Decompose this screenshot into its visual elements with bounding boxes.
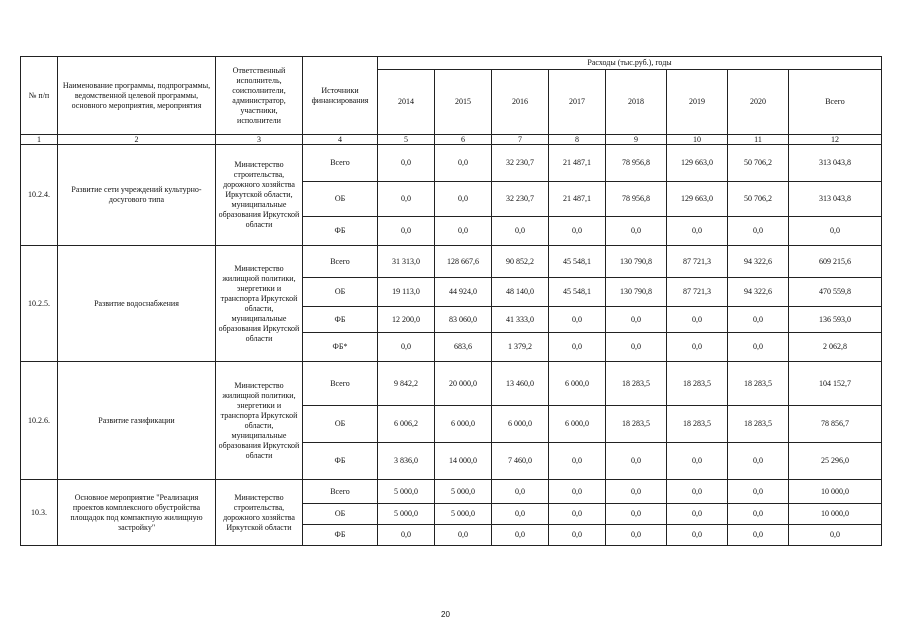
row-value: 18 283,5	[606, 406, 667, 443]
row-total: 313 043,8	[789, 145, 882, 182]
row-value: 0,0	[667, 217, 728, 246]
row-id: 10.2.6.	[21, 362, 58, 480]
row-value: 87 721,3	[667, 246, 728, 278]
row-value: 0,0	[378, 182, 435, 217]
row-value: 7 460,0	[492, 443, 549, 480]
row-total: 78 856,7	[789, 406, 882, 443]
row-value: 0,0	[378, 333, 435, 362]
row-value: 0,0	[667, 525, 728, 546]
row-value: 0,0	[667, 333, 728, 362]
row-value: 5 000,0	[435, 504, 492, 525]
row-value: 0,0	[667, 307, 728, 333]
column-number: 10	[667, 135, 728, 145]
row-value: 0,0	[549, 504, 606, 525]
row-value: 6 000,0	[492, 406, 549, 443]
row-value: 87 721,3	[667, 278, 728, 307]
column-number: 1	[21, 135, 58, 145]
row-value: 0,0	[549, 307, 606, 333]
row-value: 0,0	[435, 217, 492, 246]
row-value: 20 000,0	[435, 362, 492, 406]
row-value: 0,0	[728, 525, 789, 546]
row-executor: Министерство строительства, дорожного хозяйства Иркутской области, муниципальные образования Иркутской области	[216, 145, 303, 246]
row-value: 0,0	[728, 443, 789, 480]
row-name: Развитие водоснабжения	[58, 246, 216, 362]
column-number: 5	[378, 135, 435, 145]
row-source: ОБ	[303, 406, 378, 443]
row-value: 6 006,2	[378, 406, 435, 443]
row-value: 6 000,0	[549, 362, 606, 406]
row-value: 0,0	[549, 443, 606, 480]
row-value: 83 060,0	[435, 307, 492, 333]
row-total: 0,0	[789, 217, 882, 246]
row-value: 0,0	[667, 480, 728, 504]
row-value: 0,0	[492, 217, 549, 246]
row-source: ОБ	[303, 182, 378, 217]
column-number: 11	[728, 135, 789, 145]
header-year: 2019	[667, 70, 728, 135]
row-source: ФБ	[303, 217, 378, 246]
row-source: ФБ	[303, 307, 378, 333]
row-value: 130 790,8	[606, 278, 667, 307]
budget-sheet	[20, 56, 882, 546]
table-row	[21, 246, 882, 278]
column-number: 6	[435, 135, 492, 145]
header-num: № п/п	[21, 57, 58, 135]
row-value: 0,0	[435, 182, 492, 217]
row-value: 21 487,1	[549, 182, 606, 217]
header-source: Источники финансирования	[303, 57, 378, 135]
row-source: Всего	[303, 246, 378, 278]
row-total: 313 043,8	[789, 182, 882, 217]
table-row	[21, 145, 882, 182]
row-value: 31 313,0	[378, 246, 435, 278]
row-id: 10.2.5.	[21, 246, 58, 362]
row-value: 5 000,0	[378, 504, 435, 525]
row-total: 609 215,6	[789, 246, 882, 278]
row-executor: Министерство жилищной политики, энергетики и транспорта Иркутской области, муниципальные образования Иркутской области	[216, 362, 303, 480]
row-id: 10.3.	[21, 480, 58, 546]
row-source: Всего	[303, 362, 378, 406]
row-source: ФБ	[303, 525, 378, 546]
budget-table	[20, 56, 882, 546]
row-value: 94 322,6	[728, 278, 789, 307]
row-value: 1 379,2	[492, 333, 549, 362]
row-value: 14 000,0	[435, 443, 492, 480]
row-value: 129 663,0	[667, 145, 728, 182]
row-value: 32 230,7	[492, 145, 549, 182]
row-source: ОБ	[303, 278, 378, 307]
row-executor: Министерство жилищной политики, энергетики и транспорта Иркутской области, муниципальные образования Иркутской области	[216, 246, 303, 362]
header-executor: Ответственный исполнитель, соисполнители, администратор, участники, исполнители	[216, 57, 303, 135]
header-year: 2017	[549, 70, 606, 135]
row-value: 21 487,1	[549, 145, 606, 182]
row-value: 3 836,0	[378, 443, 435, 480]
row-source: ФБ*	[303, 333, 378, 362]
row-total: 104 152,7	[789, 362, 882, 406]
row-total: 2 062,8	[789, 333, 882, 362]
row-total: 10 000,0	[789, 480, 882, 504]
column-number: 2	[58, 135, 216, 145]
row-value: 0,0	[606, 333, 667, 362]
row-source: Всего	[303, 480, 378, 504]
row-value: 0,0	[549, 525, 606, 546]
row-value: 19 113,0	[378, 278, 435, 307]
row-value: 45 548,1	[549, 246, 606, 278]
row-value: 78 956,8	[606, 182, 667, 217]
row-value: 0,0	[492, 525, 549, 546]
row-source: ФБ	[303, 443, 378, 480]
row-value: 0,0	[606, 525, 667, 546]
column-number: 4	[303, 135, 378, 145]
row-value: 50 706,2	[728, 182, 789, 217]
header-year: 2020	[728, 70, 789, 135]
row-value: 0,0	[728, 217, 789, 246]
column-number: 8	[549, 135, 606, 145]
row-value: 0,0	[667, 443, 728, 480]
row-value: 50 706,2	[728, 145, 789, 182]
row-value: 0,0	[435, 525, 492, 546]
row-value: 0,0	[549, 217, 606, 246]
row-id: 10.2.4.	[21, 145, 58, 246]
row-value: 0,0	[378, 525, 435, 546]
header-total: Всего	[789, 70, 882, 135]
row-value: 94 322,6	[728, 246, 789, 278]
row-value: 0,0	[492, 480, 549, 504]
row-value: 0,0	[606, 443, 667, 480]
header-year: 2016	[492, 70, 549, 135]
row-value: 0,0	[728, 504, 789, 525]
header-name: Наименование программы, подпрограммы, ведомственной целевой программы, основного мероприятия, мероприятия	[58, 57, 216, 135]
header-year: 2018	[606, 70, 667, 135]
column-number: 9	[606, 135, 667, 145]
header-year: 2014	[378, 70, 435, 135]
row-value: 0,0	[728, 307, 789, 333]
row-value: 130 790,8	[606, 246, 667, 278]
row-value: 18 283,5	[606, 362, 667, 406]
row-value: 78 956,8	[606, 145, 667, 182]
column-number: 7	[492, 135, 549, 145]
row-value: 0,0	[606, 504, 667, 525]
row-total: 25 296,0	[789, 443, 882, 480]
row-value: 0,0	[549, 480, 606, 504]
row-source: ОБ	[303, 504, 378, 525]
page-number: 20	[441, 610, 450, 619]
row-value: 6 000,0	[549, 406, 606, 443]
column-number: 3	[216, 135, 303, 145]
row-executor: Министерство строительства, дорожного хозяйства Иркутской области	[216, 480, 303, 546]
row-value: 90 852,2	[492, 246, 549, 278]
row-name: Основное мероприятие "Реализация проектов комплексного обустройства площадок под компактную жилищную застройку"	[58, 480, 216, 546]
row-value: 18 283,5	[728, 406, 789, 443]
row-value: 0,0	[606, 217, 667, 246]
header-year: 2015	[435, 70, 492, 135]
row-value: 0,0	[728, 333, 789, 362]
row-value: 129 663,0	[667, 182, 728, 217]
row-value: 0,0	[606, 307, 667, 333]
row-value: 41 333,0	[492, 307, 549, 333]
row-value: 0,0	[378, 217, 435, 246]
row-value: 32 230,7	[492, 182, 549, 217]
row-total: 0,0	[789, 525, 882, 546]
row-name: Развитие газификации	[58, 362, 216, 480]
row-value: 18 283,5	[667, 406, 728, 443]
row-value: 9 842,2	[378, 362, 435, 406]
row-value: 48 140,0	[492, 278, 549, 307]
row-value: 683,6	[435, 333, 492, 362]
row-value: 13 460,0	[492, 362, 549, 406]
row-value: 45 548,1	[549, 278, 606, 307]
row-source: Всего	[303, 145, 378, 182]
row-value: 5 000,0	[378, 480, 435, 504]
row-name: Развитие сети учреждений культурно-досугового типа	[58, 145, 216, 246]
row-value: 128 667,6	[435, 246, 492, 278]
row-value: 0,0	[492, 504, 549, 525]
row-value: 5 000,0	[435, 480, 492, 504]
row-total: 470 559,8	[789, 278, 882, 307]
row-value: 0,0	[667, 504, 728, 525]
row-value: 6 000,0	[435, 406, 492, 443]
header-expenses: Расходы (тыс.руб.), годы	[378, 57, 882, 70]
row-total: 136 593,0	[789, 307, 882, 333]
row-value: 44 924,0	[435, 278, 492, 307]
row-value: 12 200,0	[378, 307, 435, 333]
row-value: 0,0	[435, 145, 492, 182]
row-value: 0,0	[378, 145, 435, 182]
row-value: 0,0	[606, 480, 667, 504]
row-value: 0,0	[549, 333, 606, 362]
row-total: 10 000,0	[789, 504, 882, 525]
row-value: 0,0	[728, 480, 789, 504]
row-value: 18 283,5	[667, 362, 728, 406]
table-row	[21, 362, 882, 406]
table-row	[21, 480, 882, 504]
column-number: 12	[789, 135, 882, 145]
row-value: 18 283,5	[728, 362, 789, 406]
